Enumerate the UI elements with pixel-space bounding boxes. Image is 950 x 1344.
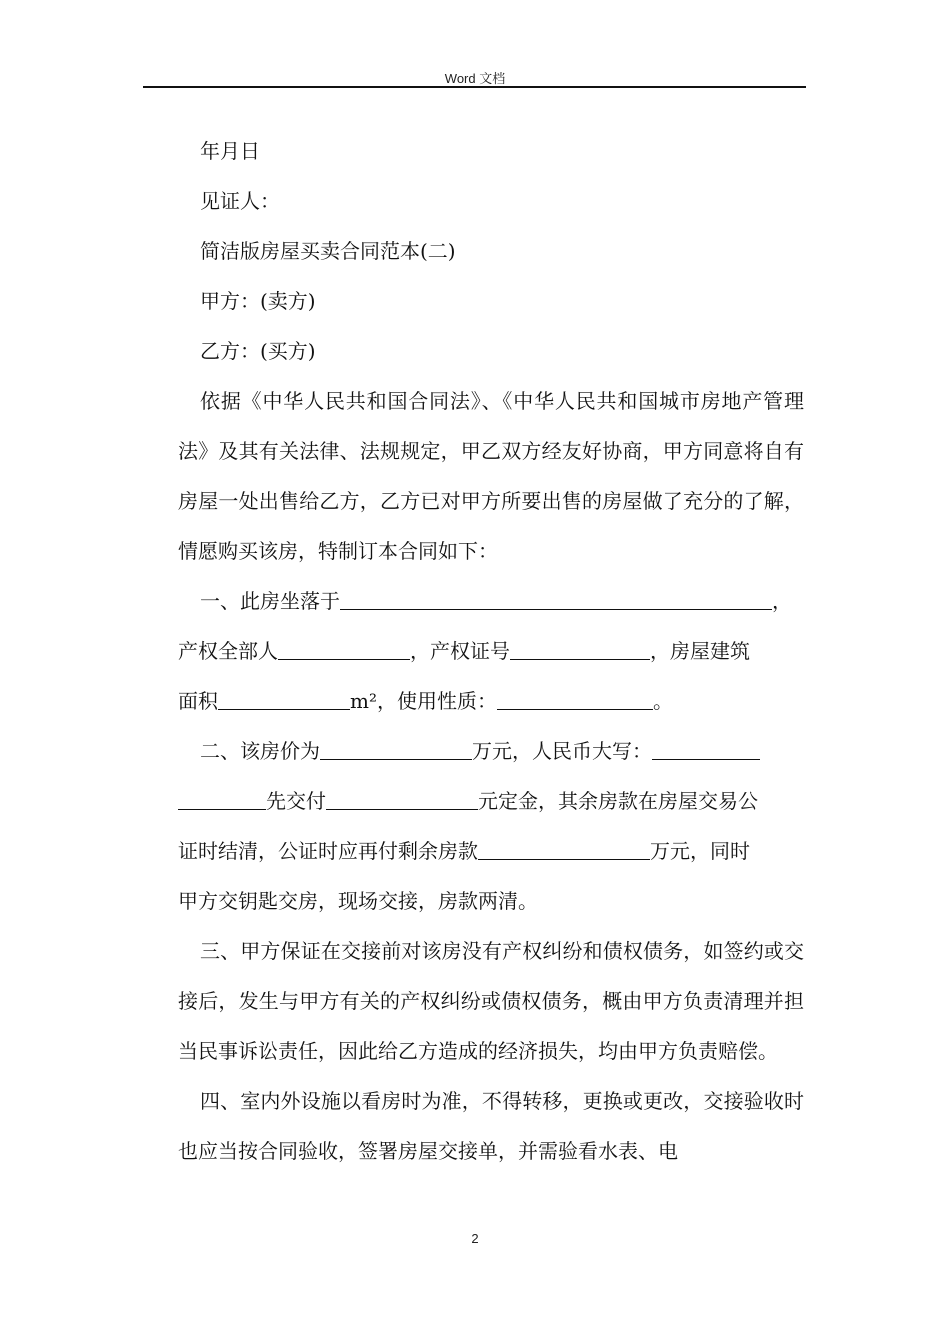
clause-1-text: m²，使用性质：	[350, 689, 497, 713]
page-number: 2	[471, 1231, 479, 1246]
clause-2-text: 二、该房价为	[200, 739, 320, 763]
clause-2-cont	[178, 776, 804, 826]
clause-1-text: 面积	[178, 689, 218, 713]
party-a-line: 甲方：(卖方)	[200, 289, 316, 313]
deposit-blank[interactable]	[326, 787, 478, 810]
clause-1-text: ，	[772, 589, 792, 613]
contract-title: 简洁版房屋买卖合同范本(二)	[200, 239, 456, 263]
party-b-line: 乙方：(买方)	[200, 339, 316, 363]
document-body	[178, 126, 804, 1176]
remaining-blank[interactable]	[478, 837, 650, 860]
clause-1-cont	[178, 676, 804, 726]
location-blank[interactable]	[340, 587, 772, 610]
preamble-paragraph: 依据《中华人民共和国合同法》、《中华人民共和国城市房地产管理法》及其有关法律、法规规定，甲乙双方经友好协商，甲方同意将自有房屋一处出售给乙方，乙方已对甲方所要出售的房屋做了充分的了解，情愿购买该房，特制订本合同如下：	[178, 389, 804, 563]
clause-2-text: 元定金，其余房款在房屋交易公	[478, 789, 758, 813]
clause-2	[178, 726, 804, 776]
owner-blank[interactable]	[278, 637, 410, 660]
clause-1-cont	[178, 626, 804, 676]
witness-line: 见证人：	[200, 189, 280, 213]
area-blank[interactable]	[218, 687, 350, 710]
clause-2-text: 万元，人民币大写：	[472, 739, 652, 763]
clause-1	[178, 576, 804, 626]
clause-1-text: ，房屋建筑	[650, 639, 750, 663]
price-words-blank-cont[interactable]	[178, 787, 266, 810]
clause-3: 三、甲方保证在交接前对该房没有产权纠纷和债权债务，如签约或交接后，发生与甲方有关的产权纠纷或债权债务，概由甲方负责清理并担当民事诉讼责任，因此给乙方造成的经济损失，均由甲方负责赔偿。	[178, 939, 804, 1063]
clause-2-text: 证时结清，公证时应再付剩余房款	[178, 839, 478, 863]
header-rule	[143, 86, 806, 88]
usage-blank[interactable]	[497, 687, 653, 710]
clause-1-text: 产权全部人	[178, 639, 278, 663]
date-line: 年月日	[200, 139, 260, 163]
cert-number-blank[interactable]	[510, 637, 650, 660]
page-header: Word 文档	[444, 71, 506, 86]
clause-1-text: 一、此房坐落于	[200, 589, 340, 613]
price-words-blank[interactable]	[652, 737, 760, 760]
clause-2-text: 先交付	[266, 789, 326, 813]
clause-4: 四、室内外设施以看房时为准，不得转移，更换或更改，交接验收时也应当按合同验收，签署房屋交接单，并需验看水表、电	[178, 1089, 804, 1163]
clause-1-text: ，产权证号	[410, 639, 510, 663]
clause-2-cont	[178, 826, 804, 876]
clause-1-text: 。	[652, 689, 673, 713]
clause-2-text: 万元，同时	[650, 839, 750, 863]
price-blank[interactable]	[320, 737, 472, 760]
clause-2-cont: 甲方交钥匙交房，现场交接，房款两清。	[178, 889, 538, 913]
